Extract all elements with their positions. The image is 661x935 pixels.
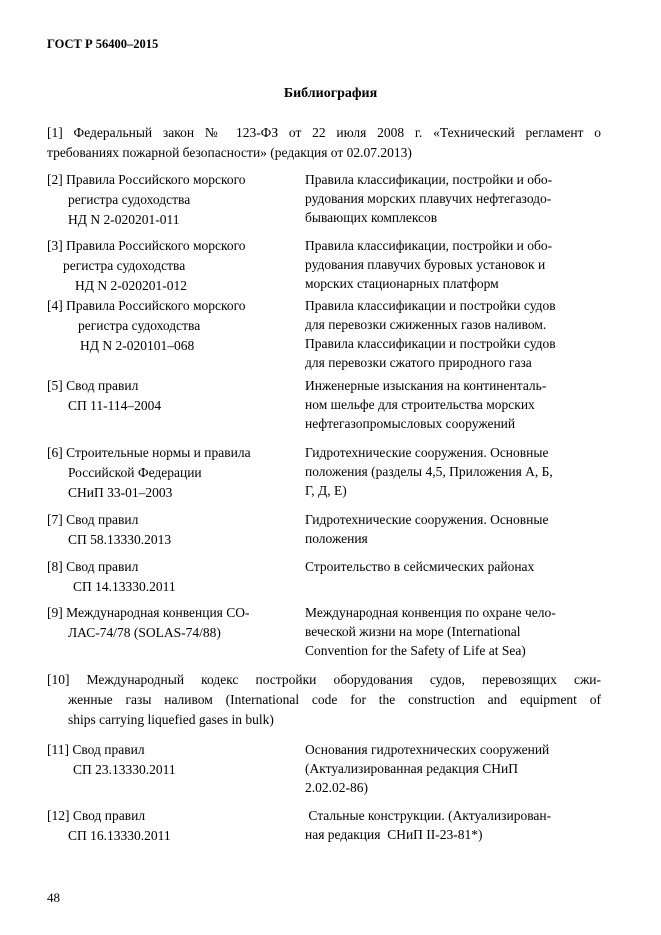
bib-entry-2-title-line-1: Правила классификации, постройки и обо-: [305, 172, 553, 187]
bib-entry-6-line-1: [6] Строительные нормы и правила: [47, 445, 251, 460]
bib-entry-3-title-line-3: морских стационарных платформ: [305, 276, 499, 291]
bib-entry-9-title-line-2: веческой жизни на море (International: [305, 624, 521, 639]
page-number: 48: [47, 890, 60, 905]
bib-entry-7-title-line-1: Гидротехнические сооружения. Основные: [305, 512, 549, 527]
bib-entry-3-title-line-2: рудования плавучих буровых установок и: [305, 257, 546, 272]
bib-entry-11-title-line-2: (Актуализированная редакция СНиП: [305, 761, 519, 776]
bib-entry-6-title-line-2: положения (разделы 4,5, Приложения А, Б,: [305, 464, 553, 479]
bib-entry-11-line-1: [11] Свод правил: [47, 742, 145, 757]
bib-entry-4-title-line-2: для перевозки сжиженных газов наливом.: [305, 317, 547, 332]
bib-entry-3-line-3: НД N 2-020201-012: [75, 278, 187, 293]
bib-entry-8-line-1: [8] Свод правил: [47, 559, 139, 574]
bib-entry-5-title-line-1: Инженерные изыскания на континенталь-: [305, 378, 547, 393]
bib-entry-12-line-2: СП 16.13330.2011: [68, 828, 171, 843]
bib-entry-8-title-line-1: Строительство в сейсмических районах: [305, 559, 535, 574]
bib-entry-6-line-2: Российской Федерации: [68, 465, 202, 480]
bib-entry-2-line-1: [2] Правила Российского морского: [47, 172, 246, 187]
document-header: ГОСТ Р 56400–2015: [47, 37, 159, 51]
bib-entry-2-line-3: НД N 2-020201-011: [68, 212, 180, 227]
bib-entry-4-line-2: регистра судоходства: [78, 318, 201, 333]
bib-entry-4-title-line-1: Правила классификации и постройки судов: [305, 298, 556, 313]
bib-entry-11-title-line-3: 2.02.02-86): [305, 780, 368, 795]
bib-entry-5-title-line-3: нефтегазопромысловых сооружений: [305, 416, 516, 431]
bib-entry-7-line-2: СП 58.13330.2013: [68, 532, 172, 547]
bib-entry-4-line-3: НД N 2-020101–068: [80, 338, 195, 353]
bib-entry-12-title-line-1: Стальные конструкции. (Актуализирован-: [305, 808, 552, 823]
bib-entry-3-line-2: регистра судоходства: [63, 258, 186, 273]
bib-entry-5-title-line-2: ном шельфе для строительства морских: [305, 397, 535, 412]
bib-entry-7-title-line-2: положения: [305, 531, 368, 546]
bib-entry-4-title-line-4: для перевозки сжатого природного газа: [305, 355, 532, 370]
bib-entry-3-title-line-1: Правила классификации, постройки и обо-: [305, 238, 553, 253]
bib-entry-11-line-2: СП 23.13330.2011: [73, 762, 176, 777]
bib-entry-11-title-line-1: Основания гидротехнических сооружений: [305, 742, 550, 757]
bib-entry-2-line-2: регистра судоходства: [68, 192, 191, 207]
bib-entry-9-line-2: ЛАС-74/78 (SOLAS-74/88): [68, 625, 221, 640]
bib-entry-1-line-2: требованиях пожарной безопасности» (редакция от 02.07.2013): [47, 145, 412, 160]
bib-entry-12-title-line-2: ная редакция СНиП II-23-81*): [305, 827, 483, 842]
bib-entry-9-line-1: [9] Международная конвенция СО-: [47, 605, 250, 620]
bib-entry-5-line-1: [5] Свод правил: [47, 378, 139, 393]
bib-entry-10-line-3: ships carrying liquefied gases in bulk): [68, 712, 274, 727]
bib-entry-4-title-line-3: Правила классификации и постройки судов: [305, 336, 556, 351]
section-title: Библиография: [283, 86, 378, 101]
bib-entry-6-line-3: СНиП 33-01–2003: [68, 485, 173, 500]
bib-entry-1-line-1: [1] Федеральный закон № 123-ФЗ от 22 июля 2008 г. «Технический регламент о: [47, 125, 601, 140]
bib-entry-3-line-1: [3] Правила Российского морского: [47, 238, 246, 253]
bib-entry-9-title-line-1: Международная конвенция по охране чело-: [305, 605, 556, 620]
bib-entry-10-line-1: [10] Международный кодекс постройки оборудования судов, перевозящих сжи-: [47, 672, 601, 687]
bib-entry-6-title-line-1: Гидротехнические сооружения. Основные: [305, 445, 549, 460]
bib-entry-2-title-line-2: рудования морских плавучих нефтегазодо-: [305, 191, 552, 206]
bib-entry-4-line-1: [4] Правила Российского морского: [47, 298, 246, 313]
bib-entry-8-line-2: СП 14.13330.2011: [73, 579, 176, 594]
bib-entry-7-line-1: [7] Свод правил: [47, 512, 139, 527]
bib-entry-2-title-line-3: бывающих комплексов: [305, 210, 438, 225]
bib-entry-6-title-line-3: Г, Д, Е): [305, 483, 347, 498]
bib-entry-10-line-2: женные газы наливом (International code for the construction and equipment of: [68, 692, 601, 707]
bib-entry-9-title-line-3: Convention for the Safety of Life at Sea): [305, 643, 526, 658]
bib-entry-5-line-2: СП 11-114–2004: [68, 398, 162, 413]
bib-entry-12-line-1: [12] Свод правил: [47, 808, 146, 823]
